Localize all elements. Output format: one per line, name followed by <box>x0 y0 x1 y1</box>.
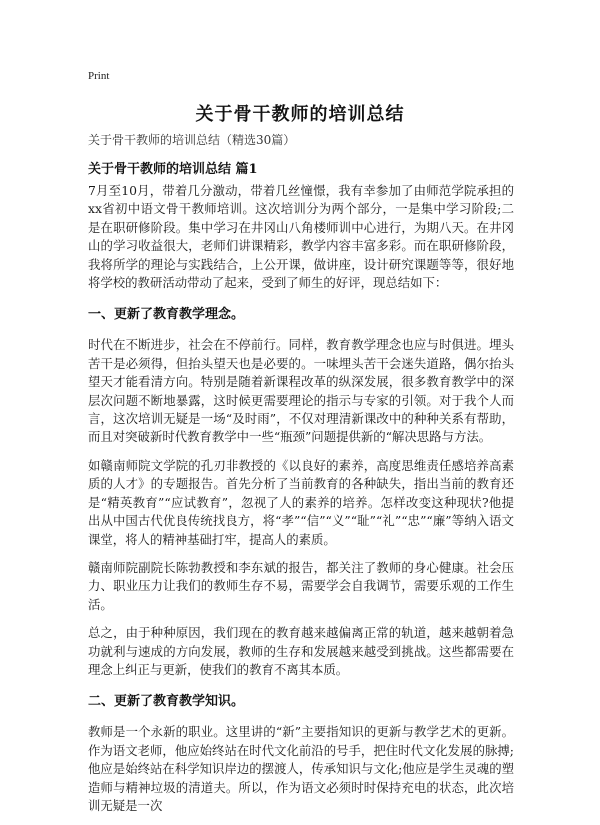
heading-2: 二、更新了教育教学知识。 <box>88 694 245 710</box>
document-title: 关于骨干教师的培训总结 <box>195 104 405 125</box>
document-subtitle: 关于骨干教师的培训总结（精选30篇） <box>88 133 296 147</box>
paragraph-5: 总之，由于种种原因，我们现在的教育越来越偏离正常的轨道，越来越朝着急功就利与速成的方向发展，教师的生存和发展越来越受到挑战。这些都需要在理念上纠正与更新，使我们的教育不离其本质。 <box>88 625 514 677</box>
paragraph-2: 时代在不断进步，社会在不停前行。同样，教育教学理念也应与时俱进。埋头苦干是必须得，但抬头望天也是必要的。一味埋头苦干会迷失道路，偶尔抬头望天才能看清方向。特别是随着新课程改革的纵深发展，很多教育教学中的深层次问题不断地暴露，这时候更需要理论的指示与专家的引领。对于我个人而言，这次培训无疑是一场“及时雨”，不仅对理清新课改中的种种关系有帮助，而且对突破新时代教育教学中一些“瓶颈”问题提供新的“解决思路与方法。 <box>88 337 514 445</box>
paragraph-6: 教师是一个永新的职业。这里讲的“新”主要指知识的更新与教学艺术的更新。作为语文老师，他应始终站在时代文化前沿的号手，把住时代文化发展的脉搏;他应是始终站在科学知识岸边的摆渡人，传承知识与文化;他应是学生灵魂的塑造师与精神垃圾的清道夫。所以，作为语文必须时时保持充电的状态，此次培训无疑是一次 <box>88 724 514 813</box>
paragraph-4: 赣南师院副院长陈勃教授和李东斌的报告，都关注了教师的身心健康。社会压力、职业压力让我们的教师生存不易，需要学会自我调节，需要乐观的工作生活。 <box>88 559 514 612</box>
section-title: 关于骨干教师的培训总结 篇1 <box>88 162 258 177</box>
print-link[interactable]: Print <box>88 70 110 82</box>
paragraph-3: 如赣南师院文学院的孔刃非教授的《以良好的素养，高度思维责任感培养高素质的人才》的专题报告。首先分析了当前教育的各种缺失，指出当前的教育还是“精英教育”“应试教育”，忽视了人的素养的培养。怎样改变这种现状?他提出从中国古代优良传统找良方，将“孝”“信”“义”“耻”“礼”“忠”“廉”等纳入语文课堂，将人的精神基础打牢，提高人的素质。 <box>88 457 514 547</box>
document-body <box>88 182 514 825</box>
heading-1: 一、更新了教育教学理念。 <box>88 307 245 323</box>
intro-paragraph: 7月至10月，带着几分激动，带着几丝憧憬，我有幸参加了由师范学院承担的xx省初中语文骨干教师培训。这次培训分为两个部分，一是集中学习阶段;二是在职研修阶段。集中学习在井冈山八角楼师训中心进行，为期八天。在井冈山的学习收益很大，老师们讲课精彩，教学内容丰富多彩。而在职研修阶段，我将所学的理论与实践结合，上公开课，做讲座，设计研究课题等等，很好地将学校的教研活动带动了起来，受到了师生的好评，现总结如下： <box>88 183 514 291</box>
